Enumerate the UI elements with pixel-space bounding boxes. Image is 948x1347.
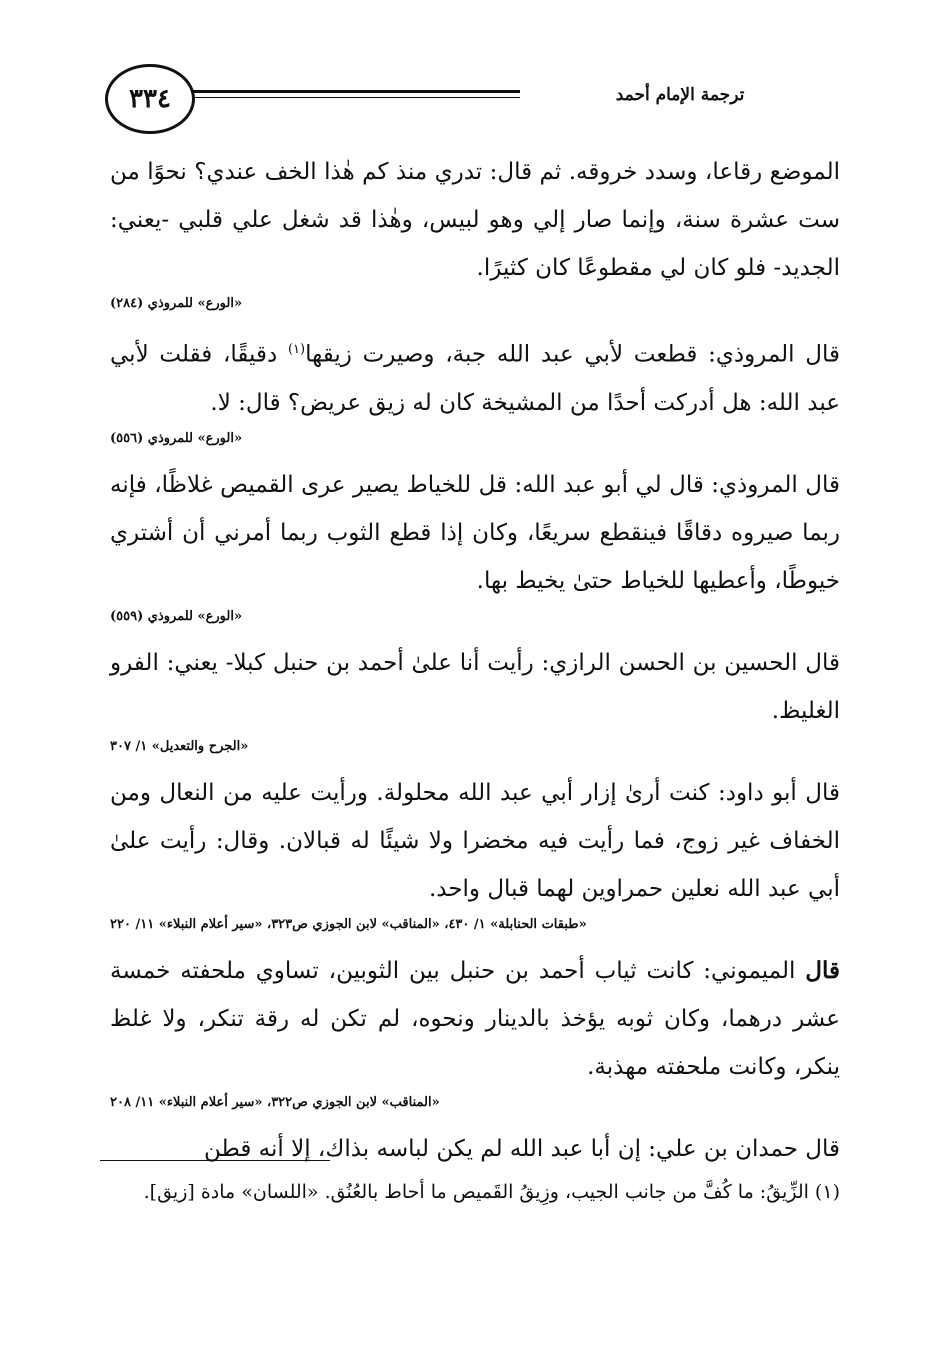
paragraph-4: قال الحسين بن الحسن الرازي: رأيت أنا علىٰ أحمد بن حنبل كبلا- يعني: الفرو الغليظ. [110,649,840,724]
source-citation-4: «الجرح والتعديل» ١/ ٣٠٧ [110,738,249,754]
paragraph-5: قال أبو داود: كنت أرىٰ إزار أبي عبد الله محلولة. ورأيت عليه من النعال ومن الخفاف غير زوج، فما رأيت فيه مخضرا ولا شيئًا له قبالان. وقال: رأيت علىٰ أبي عبد الله نعلين حمراوين لهما قبال واحد. [110,779,840,902]
paragraph-6-lead: قال [805,956,840,984]
source-citation-1: «الورع» للمروذي (٢٨٤) [110,296,243,311]
running-title: ترجمة الإمام أحمد [520,83,840,107]
source-citation-5: «طبقات الحنابلة» ١/ ٤٣٠، «المناقب» لابن الجوزي ص٣٢٣، «سير أعلام النبلاء» ١١/ ٢٢٠ [110,916,587,932]
paragraph-2 [110,326,840,427]
footnote-separator [100,1160,330,1161]
paragraph-1: الموضع رقاعا، وسدد خروقه. ثم قال: تدري منذ كم هٰذا الخف عندي؟ نحوًا من ست عشرة سنة، وإنما صار إلي وهو لبيس، وهٰذا قد شغل علي قلبي -يعني: الجديد- فلو كان لي مقطوعًا كان كثيرًا. [110,159,840,281]
source-citation-3: «الورع» للمروذي (٥٥٩) [110,608,243,624]
footnote-mark: (١) [287,342,306,357]
page-header [100,56,840,136]
source-citation-6: «المناقب» لابن الجوزي ص٣٢٢، «سير أعلام النبلاء» ١١/ ٢٠٨ [110,1094,440,1110]
source-citation-2: «الورع» للمروذي (٥٥٦) [110,430,243,446]
footnote: (١) الزِّيقُ: ما كُفَّ من جانب الجيب، وزِيقُ القَميص ما أحاط بالعُنُق. «اللسان» مادة [زيق]. [143,1181,840,1203]
paragraph-2-text-a: قال المروذي: قطعت لأبي عبد الله جبة، وصيرت زيقها [305,341,840,368]
paragraph-6 [110,947,840,1091]
paragraph-3: قال المروذي: قال لي أبو عبد الله: قل للخياط يصير عرى القميص غلاظًا، فإنه ربما صيروه دقاقًا فينقطع سريعًا، وكان إذا قطع الثوب ربما أمرني أن أشتري خيوطًا، وأعطيها للخياط حتىٰ يخيط بها. [110,471,840,594]
paragraph-2-text-b: دقيقًا، فقلت لأبي عبد الله: هل أدركت أحدًا من المشيخة كان له زيق عريض؟ قال: لا. [110,341,840,416]
paragraph-6-text: الميموني: كانت ثياب أحمد بن حنبل بين الثوبين، تساوي ملحفته خمسة عشر درهما، وكان ثوبه يؤخذ بالدينار ونحوه، لم تكن له رقة تنكر، ولا غلظ ينكر، وكانت ملحفته مهذبة. [110,957,840,1080]
main-text [110,148,840,1173]
paragraph-7: قال حمدان بن علي: إن أبا عبد الله لم يكن لباسه بذاك، إلا أنه قطن [204,1135,840,1162]
page-number: ٣٣٤ [105,64,195,134]
